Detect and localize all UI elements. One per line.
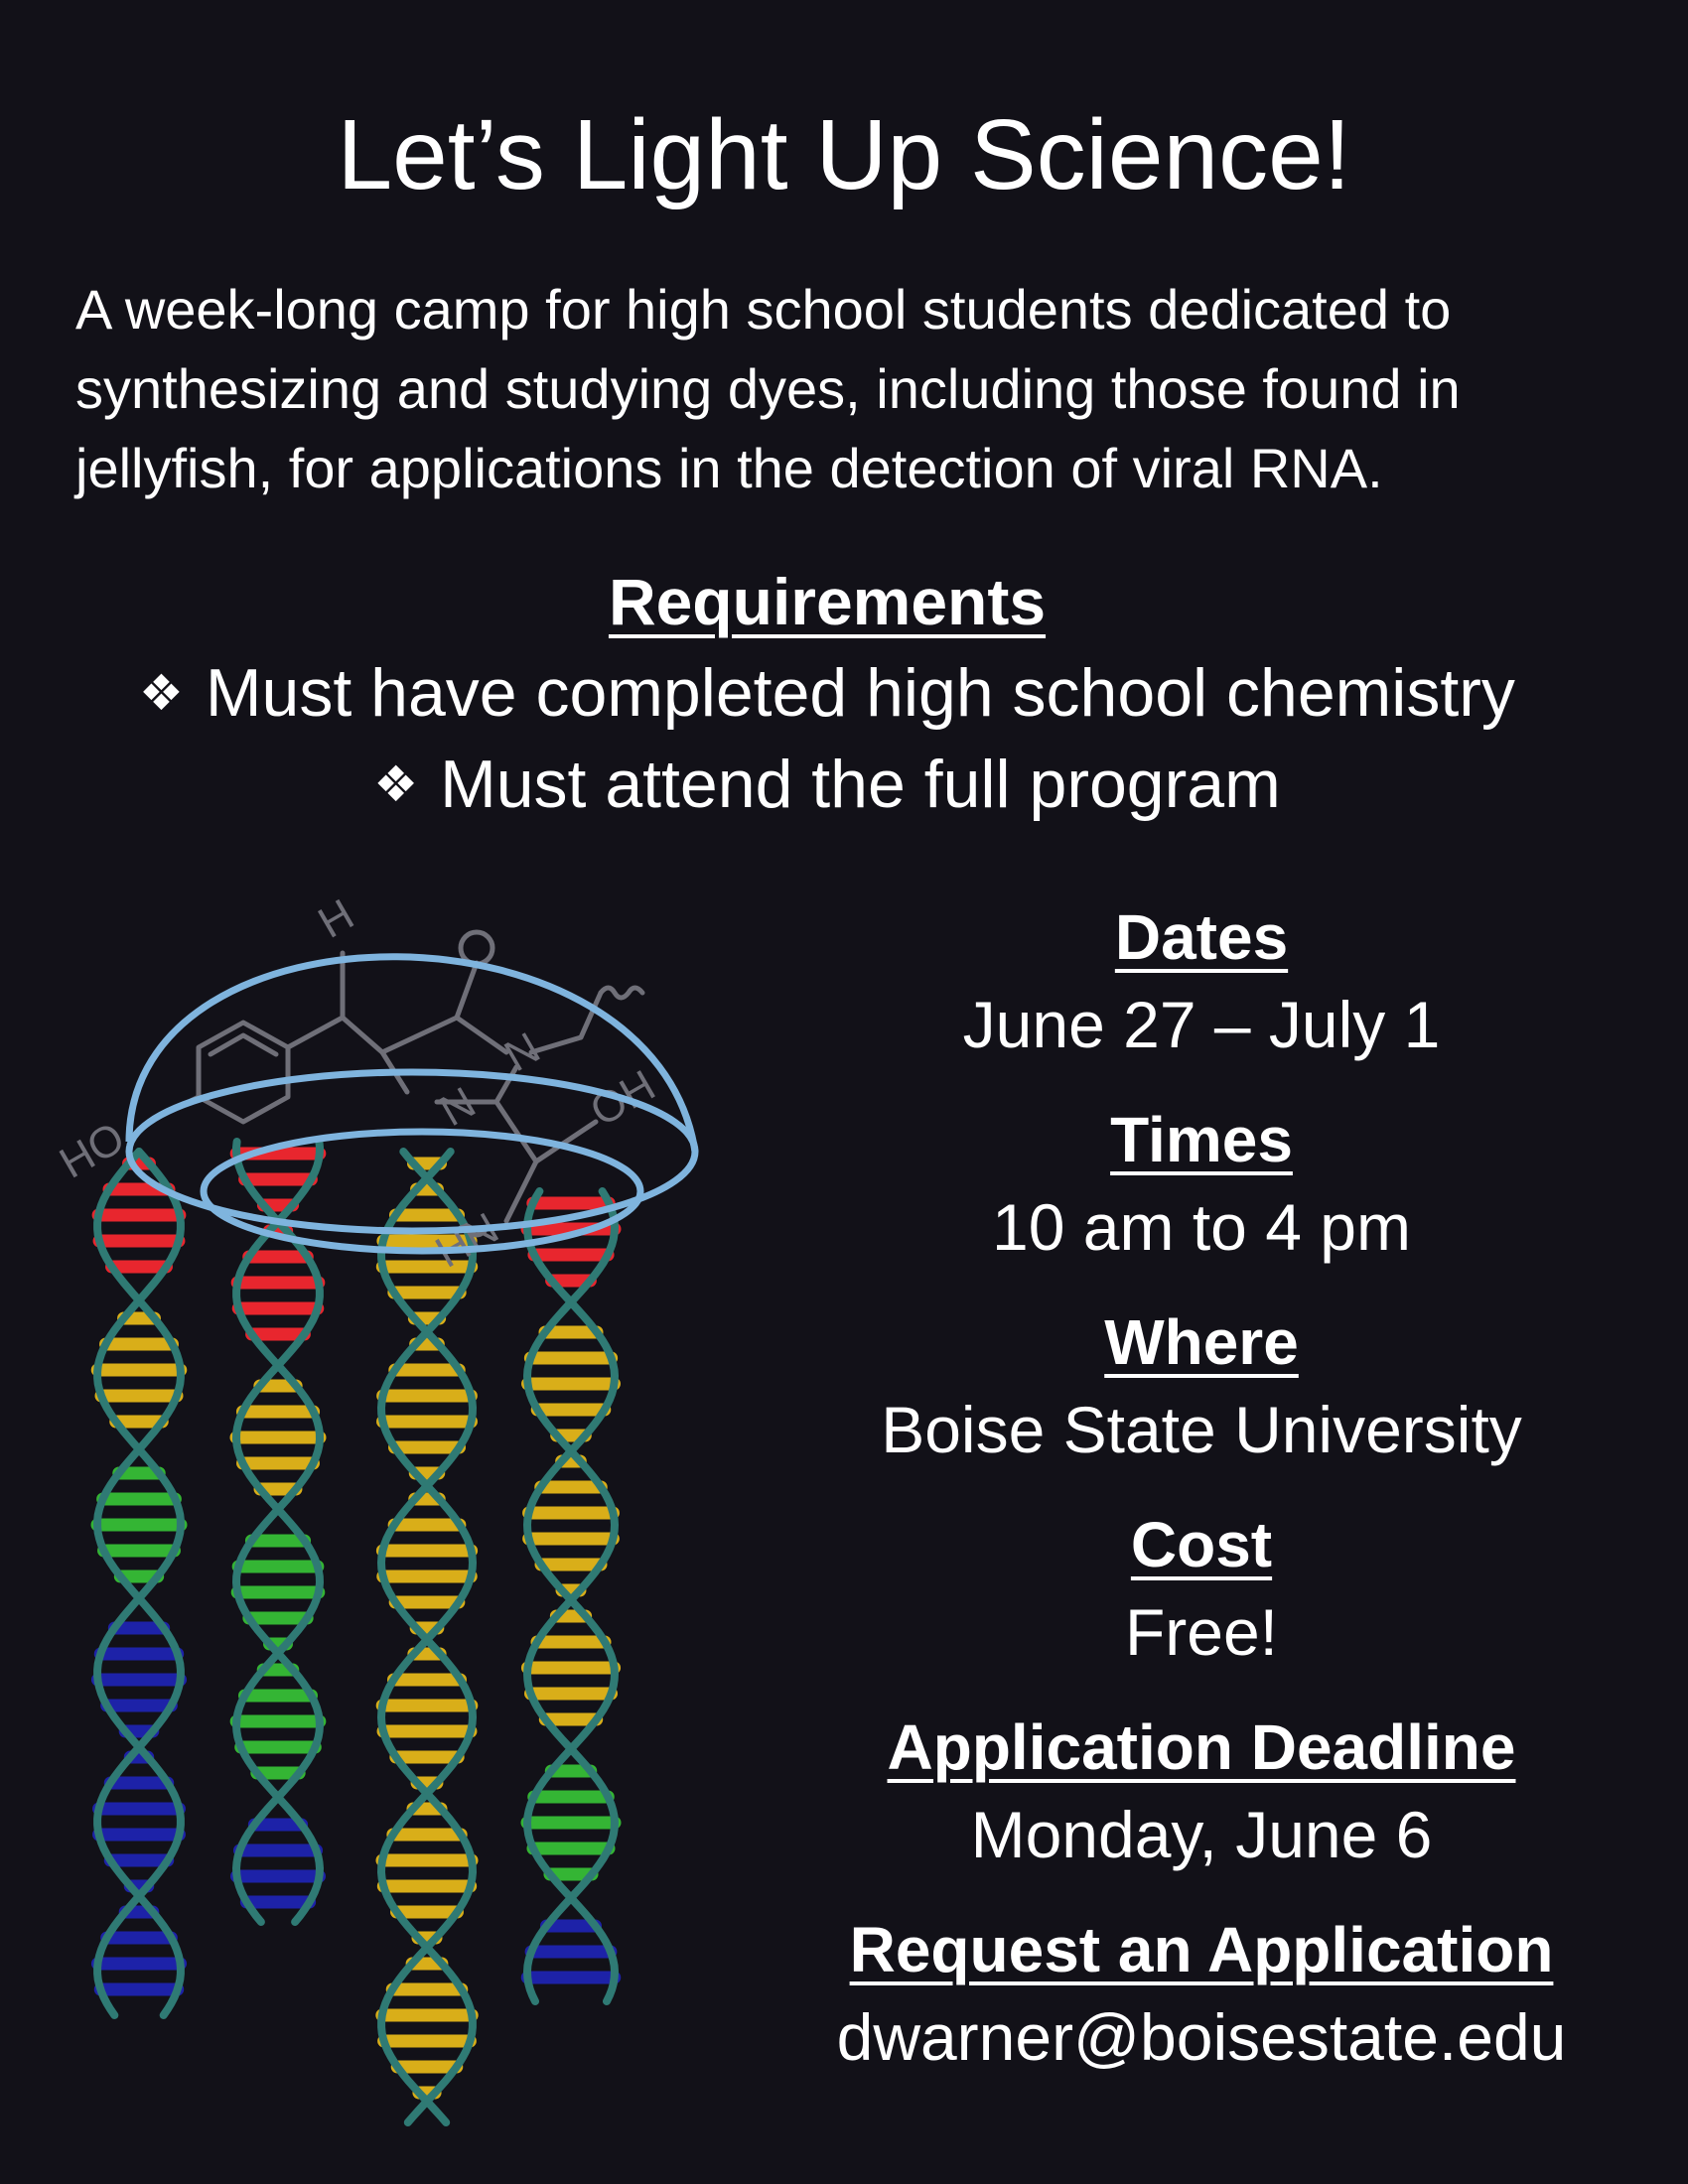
deadline-heading: Application Deadline	[887, 1711, 1516, 1783]
deadline-value: Monday, June 6	[970, 1798, 1433, 1871]
atom-label: N	[496, 1023, 549, 1082]
request-heading: Request an Application	[849, 1914, 1554, 1985]
molecule-bond	[496, 1102, 536, 1161]
diamond-bullet-icon: ❖	[139, 665, 184, 721]
dna-strands	[97, 1142, 615, 2122]
molecule-bond	[457, 1018, 506, 1052]
wavy-bond	[601, 988, 642, 998]
molecule-bond	[496, 1067, 516, 1102]
requirements-heading: Requirements	[608, 565, 1047, 638]
molecule-bond	[382, 1018, 457, 1052]
where-heading: Where	[1104, 1306, 1299, 1378]
molecule-bond	[457, 963, 477, 1018]
dates-heading: Dates	[1114, 901, 1289, 973]
atom-label: N	[432, 1077, 485, 1137]
atom-label: H	[310, 889, 362, 948]
jellyfish-dna-icon	[40, 854, 794, 2144]
molecule-bond	[288, 1018, 343, 1047]
contact-email: dwarner@boisestate.edu	[836, 2000, 1567, 2074]
dates-value: June 27 – July 1	[962, 988, 1441, 1061]
cost-value: Free!	[1124, 1595, 1279, 1669]
atom-label: HO	[52, 1113, 133, 1188]
times-value: 10 am to 4 pm	[992, 1190, 1411, 1264]
atom-label: HN	[427, 1203, 507, 1278]
intro-text: A week-long camp for high school students dedicated to synthesizing and studying dyes, including those found in jellyfish, for applications in the detection of viral RNA.	[75, 278, 1461, 499]
requirement-item	[0, 649, 1654, 743]
where-value: Boise State University	[881, 1393, 1522, 1466]
molecule-bond	[343, 1018, 382, 1052]
atom-label: OH	[582, 1060, 664, 1137]
cost-heading: Cost	[1130, 1509, 1273, 1580]
requirement-text: Must attend the full program	[440, 747, 1281, 822]
diamond-bullet-icon: ❖	[373, 756, 419, 812]
poster-title: Let’s Light Up Science!	[337, 99, 1351, 210]
requirement-text: Must have completed high school chemistry	[205, 655, 1515, 731]
ring-double-bond	[211, 1035, 276, 1054]
event-details	[794, 893, 1609, 2109]
times-heading: Times	[1110, 1104, 1293, 1175]
requirement-item	[0, 741, 1654, 834]
